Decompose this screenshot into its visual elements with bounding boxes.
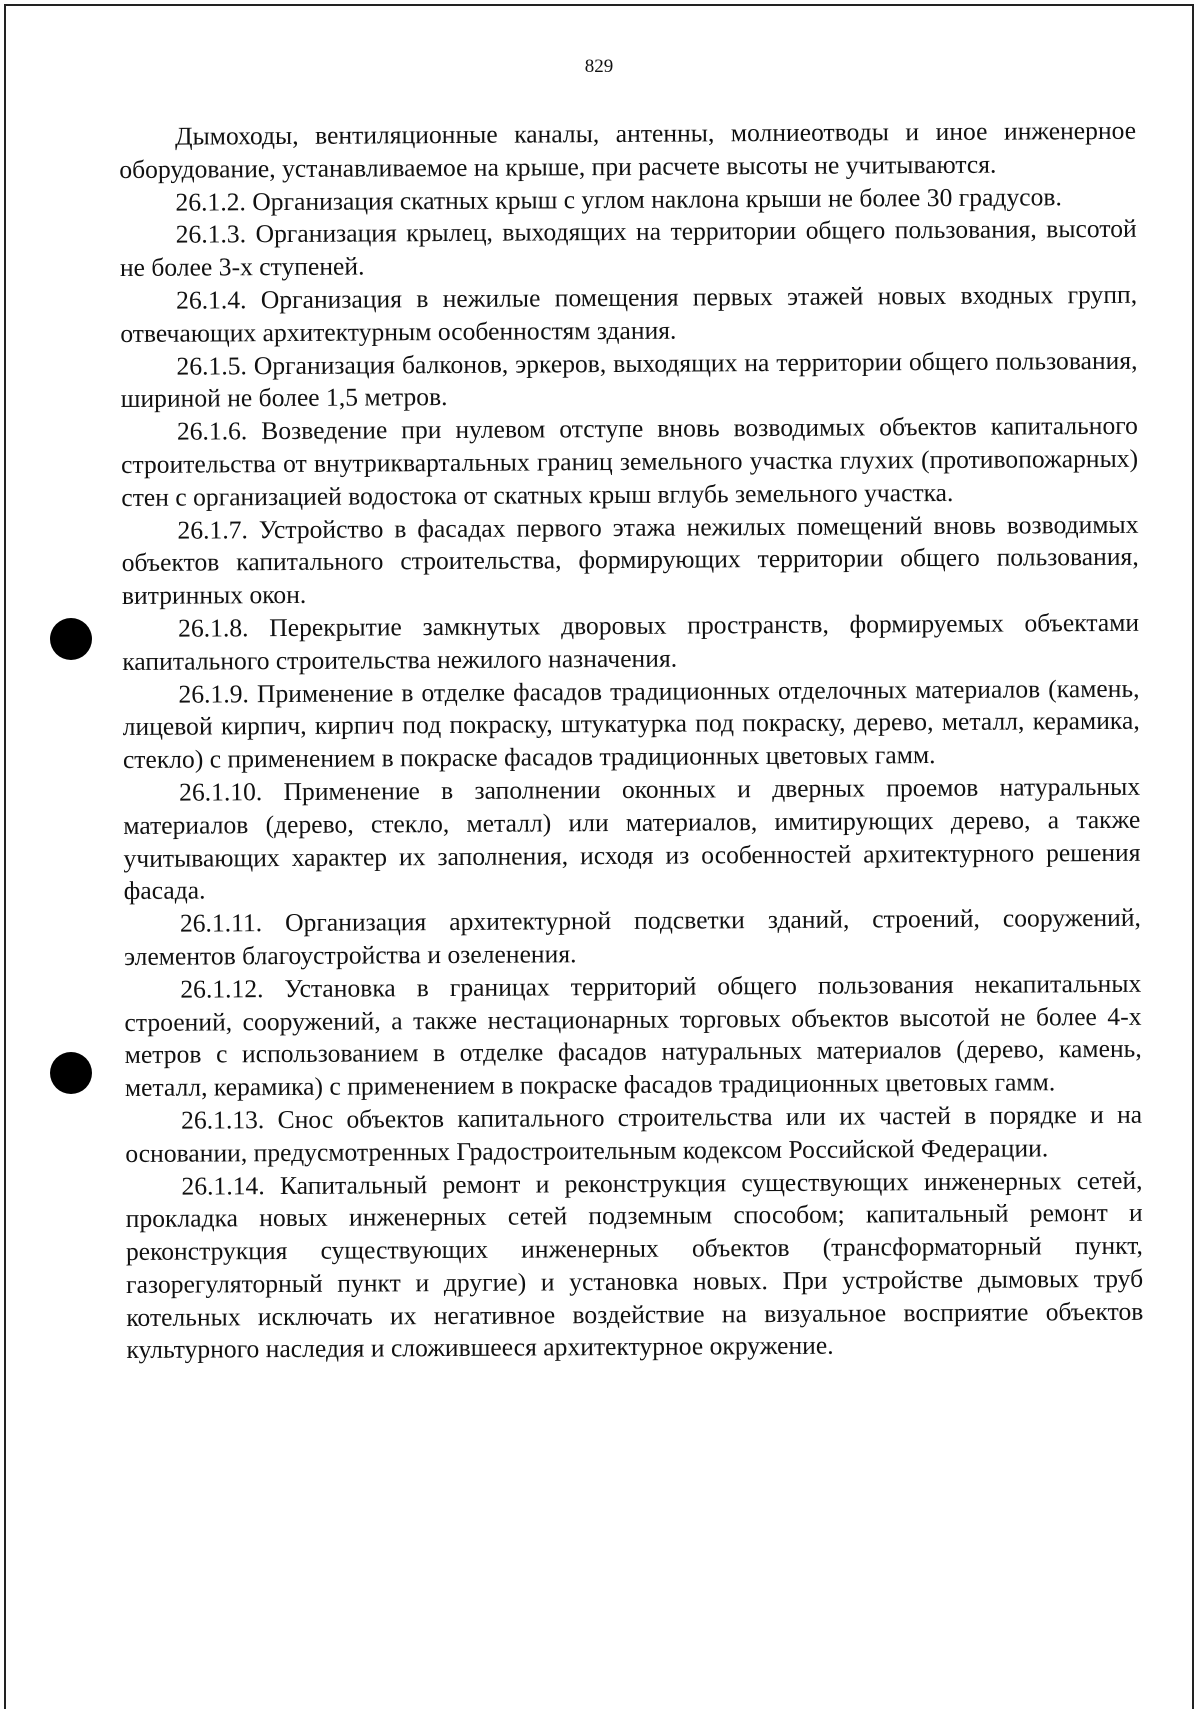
document-body	[119, 115, 1144, 1367]
paragraph-26-1-11: 26.1.11. Организация архитектурной подсветки зданий, строений, сооружений, элементов благоустройства и озеленения.	[124, 902, 1141, 971]
punch-hole-icon	[50, 618, 92, 660]
document-page	[4, 4, 1194, 1709]
paragraph-26-1-14: 26.1.14. Капитальный ремонт и реконструкция существующих инженерных сетей, прокладка новых инженерных сетей подземным способом; капитальный ремонт и реконструкция существующих инженерных объектов (трансформаторный пункт, газорегуляторный пункт и другие) и установка новых. При устройстве дымовых труб котельных исключать их негативное воздействие на визуальное восприятие объектов культурного наследия и сложившееся архитектурное окружение.	[125, 1165, 1144, 1365]
punch-hole-icon	[50, 1052, 92, 1094]
paragraph-26-1-10: 26.1.10. Применение в заполнении оконных и дверных проемов натуральных материалов (дерево, стекло, металл) или материалов, имитирующих дерево, а также учитывающих характер их заполнения, исходя из особенностей архитектурного решения фасада.	[123, 771, 1141, 906]
paragraph-26-1-13: 26.1.13. Снос объектов капитального строительства или их частей в порядке и на основании, предусмотренных Градостроительным кодексом Российской Федерации.	[125, 1099, 1143, 1168]
paragraph-26-1-4: 26.1.4. Организация в нежилые помещения первых этажей новых входных групп, отвечающих архитектурным особенностям здания.	[120, 279, 1138, 348]
paragraph-26-1-6: 26.1.6. Возведение при нулевом отступе вновь возводимых объектов капитального строительства от внутриквартальных границ земельного участка глухих (противопожарных) стен с организацией водостока от скатных крыш вглубь земельного участка.	[121, 410, 1139, 512]
paragraph-26-1-9: 26.1.9. Применение в отделке фасадов традиционных отделочных материалов (камень, лицевой кирпич, кирпич под покраску, штукатурка под покраску, дерево, металл, керамика, стекло) с применением в покраске фасадов традиционных цветовых гамм.	[122, 673, 1140, 775]
page-number: 829	[584, 56, 614, 77]
paragraph-26-1-2: 26.1.2. Организация скатных крыш с углом наклона крыши не более 30 градусов.	[175, 181, 1062, 217]
paragraph-chimneys: Дымоходы, вентиляционные каналы, антенны, молниеотводы и иное инженерное оборудование, устанавливаемое на крыше, при расчете высоты не учитываются.	[119, 115, 1137, 184]
paragraph-26-1-7: 26.1.7. Устройство в фасадах первого этажа нежилых помещений вновь возводимых объектов капитального строительства, формирующих территории общего пользования, витринных окон.	[121, 509, 1139, 611]
paragraph-26-1-5: 26.1.5. Организация балконов, эркеров, выходящих на территории общего пользования, шириной не более 1,5 метров.	[120, 345, 1138, 414]
paragraph-26-1-12: 26.1.12. Установка в границах территорий общего пользования некапитальных строений, сооружений, а также нестационарных торговых объектов высотой не более 4-х метров с использованием в отделке фасадов натуральных материалов (дерево, камень, металл, керамика) с применением в покраске фасадов традиционных цветовых гамм.	[124, 968, 1142, 1103]
paragraph-26-1-8: 26.1.8. Перекрытие замкнутых дворовых пространств, формируемых объектами капитального строительства нежилого назначения.	[122, 607, 1140, 676]
paragraph-26-1-3: 26.1.3. Организация крылец, выходящих на территории общего пользования, высотой не более 3-х ступеней.	[119, 214, 1137, 283]
